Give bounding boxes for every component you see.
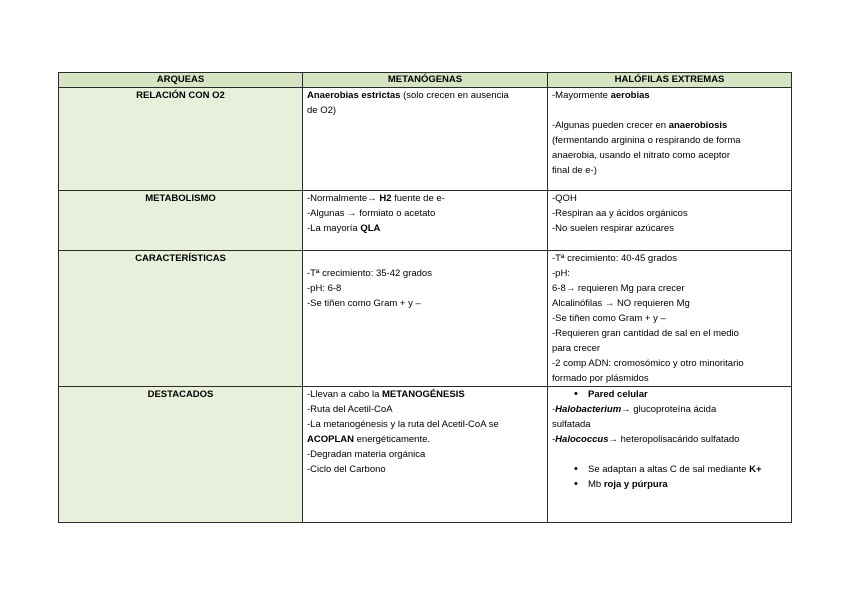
- table-row: [59, 387, 792, 523]
- row-label-caracteristicas: CARACTERÍSTICAS: [59, 251, 303, 387]
- header-halofilas: HALÓFILAS EXTREMAS: [548, 73, 792, 88]
- cell-relacion-metanogenas: Anaerobias estrictas (solo crecen en ausencia de O2): [303, 88, 548, 191]
- cell-metabolismo-metanogenas: -Normalmente→ H2 fuente de e- -Algunas → formiato o acetato -La mayoría QLA: [303, 191, 548, 251]
- cell-destacados-metanogenas: -Llevan a cabo la METANOGÉNESIS -Ruta del Acetil-CoA -La metanogénesis y la ruta del Acetil-CoA se ACOPLAN energéticamente. -Degradan materia orgánica -Ciclo del Carbono: [303, 387, 548, 523]
- cell-caracteristicas-metanogenas: -Tª crecimiento: 35-42 grados -pH: 6-8 -Se tiñen como Gram + y –: [303, 251, 548, 387]
- header-row: [59, 73, 792, 88]
- row-label-metabolismo: METABOLISMO: [59, 191, 303, 251]
- row-label-destacados: DESTACADOS: [59, 387, 303, 523]
- header-metanogenas: METANÓGENAS: [303, 73, 548, 88]
- bullet-sal: • Se adaptan a altas C de sal mediante K+: [552, 462, 787, 477]
- cell-relacion-halofilas: -Mayormente aerobias -Algunas pueden crecer en anaerobiosis (fermentando arginina o respirando de forma anaerobia, usando el nitrato como aceptor final de e-): [548, 88, 792, 191]
- cell-caracteristicas-halofilas: -Tª crecimiento: 40-45 grados -pH: 6-8→ requieren Mg para crecer Alcalinófilas → NO requieren Mg -Se tiñen como Gram + y – -Requieren gran cantidad de sal en el medio para crecer -2 comp ADN: cromosómico y otro minoritario formado por plásmidos: [548, 251, 792, 387]
- table-row: [59, 191, 792, 251]
- comparison-table: [58, 72, 792, 523]
- bullet-mb: • Mb roja y púrpura: [552, 477, 787, 492]
- bullet-pared-celular: • Pared celular: [552, 387, 787, 402]
- table-row: [59, 88, 792, 191]
- cell-metabolismo-halofilas: -QOH -Respiran aa y ácidos orgánicos -No suelen respirar azúcares: [548, 191, 792, 251]
- cell-destacados-halofilas: • Pared celular -Halobacterium→ glucoproteína ácida sulfatada -Halococcus→ heteropolisacárido sulfatado • Se adaptan a altas C de sal mediante K+ • Mb roja y púrpura: [548, 387, 792, 523]
- header-arqueas: ARQUEAS: [59, 73, 303, 88]
- row-label-relacion: RELACIÓN CON O2: [59, 88, 303, 191]
- table-row: [59, 251, 792, 387]
